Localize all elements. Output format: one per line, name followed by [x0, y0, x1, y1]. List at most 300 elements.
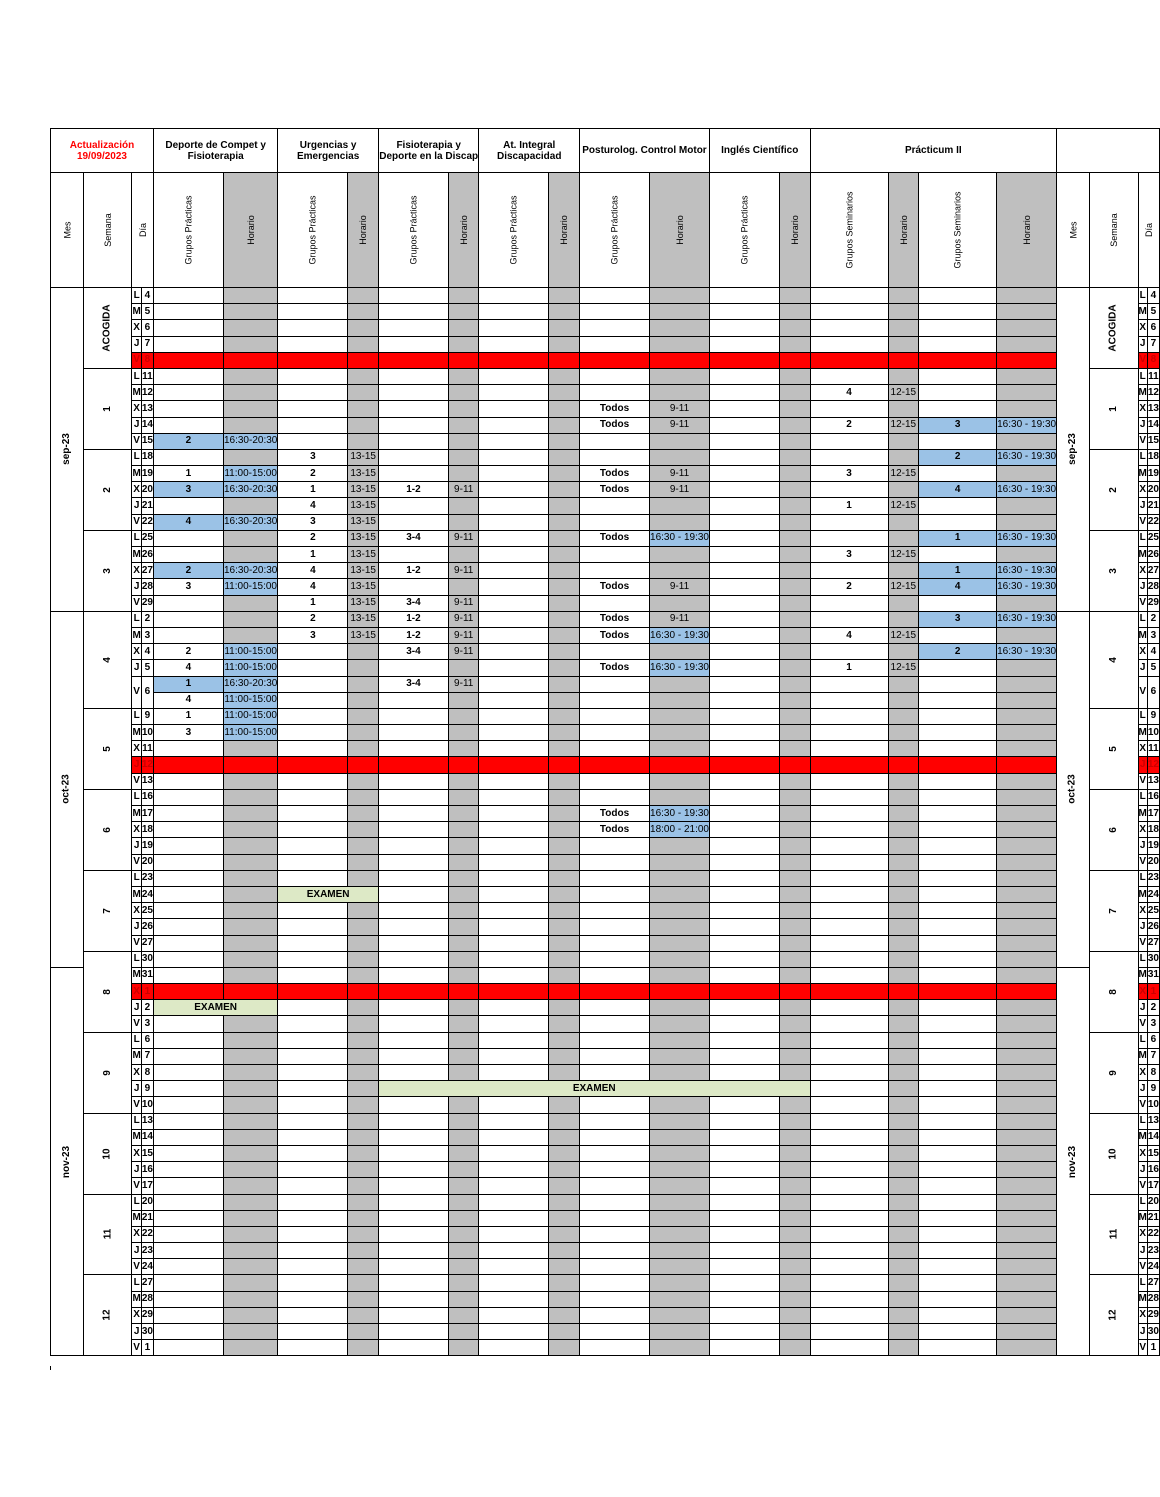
group-cell [479, 660, 549, 676]
table-left-border-tail [50, 1366, 51, 1370]
day-number-right: 2 [1147, 611, 1159, 627]
group-cell [278, 1065, 348, 1081]
group-cell [378, 789, 448, 805]
group-cell [580, 449, 650, 465]
schedule-hours-cell [780, 1340, 811, 1356]
schedule-hours-cell: 16:30 - 19:30 [997, 482, 1057, 498]
schedule-hours-cell [780, 870, 811, 886]
schedule-hours-cell [997, 336, 1057, 352]
day-number-right: 21 [1147, 498, 1159, 514]
weekday: V [132, 773, 141, 789]
schedule-hours-cell [348, 1129, 379, 1145]
day-number: 13 [141, 773, 153, 789]
group-cell [580, 838, 650, 854]
schedule-hours-cell [448, 1162, 479, 1178]
schedule-hours-cell [348, 757, 379, 773]
schedule-hours-cell [780, 903, 811, 919]
day-number-right: 23 [1147, 1243, 1159, 1259]
table-row [51, 676, 1160, 692]
weekday: M [132, 1048, 141, 1064]
table-row [51, 498, 1160, 514]
group-cell [919, 401, 997, 417]
group-cell [378, 1324, 448, 1340]
schedule-hours-cell [997, 660, 1057, 676]
group-cell: 3 [810, 547, 888, 563]
schedule-hours-cell [997, 1324, 1057, 1340]
schedule-hours-cell [223, 288, 277, 304]
day-number-right: 20 [1147, 854, 1159, 870]
weekday-right: M [1138, 725, 1147, 741]
schedule-hours-cell [549, 676, 580, 692]
schedule-hours-cell [780, 466, 811, 482]
schedule-hours-cell [549, 498, 580, 514]
group-cell [378, 1000, 448, 1016]
weekday: J [132, 1162, 141, 1178]
group-cell: Todos [580, 627, 650, 643]
day-number: 15 [141, 1145, 153, 1161]
group-cell [278, 806, 348, 822]
group-cell: Todos [580, 482, 650, 498]
schedule-hours-cell: 9-11 [448, 611, 479, 627]
day-number: 23 [141, 870, 153, 886]
schedule-hours-cell [448, 870, 479, 886]
schedule-hours-cell [223, 547, 277, 563]
group-cell [709, 482, 779, 498]
weekday: M [132, 806, 141, 822]
schedule-hours-cell [448, 660, 479, 676]
schedule-hours-cell: 13-15 [348, 482, 379, 498]
schedule-hours-cell [650, 1275, 710, 1291]
group-cell [919, 1113, 997, 1129]
schedule-hours-cell [549, 417, 580, 433]
schedule-hours-cell [997, 919, 1057, 935]
week-label-right [1090, 1113, 1138, 1194]
day-number: 8 [141, 352, 153, 368]
day-number: 16 [141, 1162, 153, 1178]
weekday: M [132, 304, 141, 320]
group-cell [709, 789, 779, 805]
weekday: J [132, 1000, 141, 1016]
weekday: J [132, 1324, 141, 1340]
col-header-grupos-seminarios [810, 173, 888, 288]
table-row [51, 401, 1160, 417]
schedule-hours-cell [448, 935, 479, 951]
group-cell [378, 320, 448, 336]
weekday: J [132, 417, 141, 433]
week-label [84, 530, 132, 611]
schedule-hours-cell [448, 1178, 479, 1194]
group-cell: 2 [153, 563, 223, 579]
weekday: X [132, 563, 141, 579]
weekday: V [132, 433, 141, 449]
group-cell [709, 514, 779, 530]
group-cell [580, 547, 650, 563]
group-cell [810, 1048, 888, 1064]
schedule-hours-cell [223, 1178, 277, 1194]
weekday-right: V [1138, 595, 1147, 611]
rotated-label: 5 [1107, 746, 1119, 752]
schedule-hours-cell [888, 530, 919, 546]
group-cell: 1 [153, 708, 223, 724]
schedule-hours-cell [549, 1032, 580, 1048]
weekday: M [132, 466, 141, 482]
schedule-hours-cell [650, 757, 710, 773]
group-cell [919, 822, 997, 838]
group-cell [278, 336, 348, 352]
group-cell: 1 [919, 563, 997, 579]
group-cell [919, 1162, 997, 1178]
schedule-hours-cell [448, 1226, 479, 1242]
group-cell [919, 1275, 997, 1291]
group-cell [580, 1065, 650, 1081]
rotated-label: oct-23 [61, 774, 73, 805]
table-row [51, 935, 1160, 951]
weekday-right: M [1138, 1210, 1147, 1226]
group-cell [153, 903, 223, 919]
table-row [51, 725, 1160, 741]
group-cell [378, 433, 448, 449]
group-cell [810, 838, 888, 854]
schedule-hours-cell: 13-15 [348, 547, 379, 563]
weekday: V [132, 1097, 141, 1113]
group-cell: Todos [580, 611, 650, 627]
group-cell [709, 725, 779, 741]
table-row [51, 1145, 1160, 1161]
table-row [51, 886, 1160, 902]
schedule-hours-cell: 12-15 [888, 627, 919, 643]
group-cell [810, 725, 888, 741]
schedule-hours-cell: 16:30 - 19:30 [997, 644, 1057, 660]
schedule-hours-cell [888, 514, 919, 530]
rotated-label: Grupos Seminarios [844, 191, 855, 269]
schedule-hours-cell [997, 870, 1057, 886]
weekday: V [132, 1259, 141, 1275]
group-cell [810, 1243, 888, 1259]
table-row [51, 854, 1160, 870]
schedule-hours-cell [549, 1291, 580, 1307]
week-label [84, 368, 132, 449]
schedule-hours-cell [549, 919, 580, 935]
schedule-hours-cell [448, 806, 479, 822]
schedule-hours-cell [549, 336, 580, 352]
day-number: 30 [141, 1324, 153, 1340]
weekday: L [132, 368, 141, 384]
group-cell [479, 1307, 549, 1323]
schedule-hours-cell [997, 1032, 1057, 1048]
schedule-hours-cell: 16:30 - 19:30 [997, 563, 1057, 579]
group-cell [919, 1194, 997, 1210]
weekday-right: X [1138, 644, 1147, 660]
group-cell [709, 417, 779, 433]
group-cell [919, 1000, 997, 1016]
group-cell [378, 417, 448, 433]
table-row [51, 368, 1160, 384]
schedule-hours-cell [780, 547, 811, 563]
day-number: 19 [141, 466, 153, 482]
subject-header: Prácticum II [810, 129, 1057, 173]
col-header-grupos-practicas [278, 173, 348, 288]
schedule-hours-cell [223, 870, 277, 886]
group-cell [709, 1065, 779, 1081]
schedule-hours-cell: 9-11 [448, 676, 479, 692]
group-cell: 3 [278, 514, 348, 530]
group-cell [479, 1340, 549, 1356]
schedule-hours-cell [448, 1275, 479, 1291]
group-cell: 2 [810, 579, 888, 595]
rotated-label: 7 [1107, 907, 1119, 914]
group-cell [479, 595, 549, 611]
schedule-hours-cell: 13-15 [348, 611, 379, 627]
group-cell [709, 320, 779, 336]
group-cell [278, 854, 348, 870]
schedule-hours-cell: 16:30 - 19:30 [997, 579, 1057, 595]
schedule-hours-cell [888, 368, 919, 384]
schedule-hours-cell [348, 984, 379, 1000]
group-cell [278, 773, 348, 789]
day-number: 9 [141, 1081, 153, 1097]
schedule-hours-cell: 13-15 [348, 514, 379, 530]
group-cell [709, 984, 779, 1000]
schedule-hours-cell [888, 336, 919, 352]
rotated-label: Grupos Prácticas [408, 195, 419, 265]
schedule-hours-cell [223, 741, 277, 757]
weekday-right: V [1138, 773, 1147, 789]
weekday-right: M [1138, 886, 1147, 902]
group-cell [479, 1048, 549, 1064]
schedule-hours-cell [348, 644, 379, 660]
schedule-hours-cell [348, 773, 379, 789]
group-cell [153, 368, 223, 384]
group-cell [153, 1243, 223, 1259]
group-cell [580, 644, 650, 660]
group-cell [378, 854, 448, 870]
day-number-right: 24 [1147, 886, 1159, 902]
weekday-right: X [1138, 1307, 1147, 1323]
weekday-right: V [1138, 1016, 1147, 1032]
schedule-hours-cell [650, 1210, 710, 1226]
group-cell [479, 1113, 549, 1129]
schedule-hours-cell [780, 838, 811, 854]
schedule-hours-cell [780, 401, 811, 417]
schedule-hours-cell [348, 1032, 379, 1048]
schedule-hours-cell [223, 935, 277, 951]
schedule-hours-cell [997, 401, 1057, 417]
group-cell: 4 [278, 563, 348, 579]
schedule-hours-cell [549, 773, 580, 789]
group-cell [153, 385, 223, 401]
day-number-right: 3 [1147, 627, 1159, 643]
schedule-hours-cell: 11:00-15:00 [223, 579, 277, 595]
weekday-right: L [1138, 951, 1147, 967]
schedule-hours-cell [448, 1243, 479, 1259]
schedule-hours-cell [997, 433, 1057, 449]
group-cell [153, 417, 223, 433]
group-cell [278, 967, 348, 983]
day-number: 6 [141, 1032, 153, 1048]
weekday: V [132, 854, 141, 870]
schedule-hours-cell [223, 401, 277, 417]
schedule-hours-cell [549, 563, 580, 579]
schedule-hours-cell [888, 806, 919, 822]
table-row [51, 1243, 1160, 1259]
group-cell: 2 [919, 644, 997, 660]
schedule-hours-cell: 12-15 [888, 660, 919, 676]
group-cell [479, 806, 549, 822]
schedule-hours-cell [549, 595, 580, 611]
week-label-right [1090, 530, 1138, 611]
schedule-hours-cell [348, 433, 379, 449]
group-cell [810, 951, 888, 967]
group-cell [479, 1097, 549, 1113]
schedule-hours-cell: 12-15 [888, 385, 919, 401]
day-number: 29 [141, 595, 153, 611]
group-cell [479, 1226, 549, 1242]
group-cell [810, 644, 888, 660]
group-cell [919, 1032, 997, 1048]
schedule-hours-cell [348, 1048, 379, 1064]
schedule-hours-cell [650, 352, 710, 368]
day-number-right: 8 [1147, 352, 1159, 368]
schedule-hours-cell [888, 304, 919, 320]
schedule-hours-cell [448, 1194, 479, 1210]
group-cell [479, 417, 549, 433]
group-cell [580, 352, 650, 368]
weekday-right: L [1138, 530, 1147, 546]
schedule-hours-cell [650, 1340, 710, 1356]
rotated-label: Grupos Prácticas [183, 195, 194, 265]
group-cell [378, 1340, 448, 1356]
group-cell [919, 1291, 997, 1307]
schedule-hours-cell [888, 1048, 919, 1064]
group-cell [919, 1210, 997, 1226]
table-row [51, 304, 1160, 320]
weekday: V [132, 1178, 141, 1194]
group-cell [810, 1307, 888, 1323]
day-number: 30 [141, 951, 153, 967]
schedule-hours-cell [223, 320, 277, 336]
day-number-right: 15 [1147, 433, 1159, 449]
col-header-semana-right [1090, 173, 1138, 288]
schedule-hours-cell [888, 1340, 919, 1356]
schedule-hours-cell [997, 1129, 1057, 1145]
subject-header: Deporte de Compet y Fisioterapia [153, 129, 277, 173]
schedule-hours-cell [650, 385, 710, 401]
schedule-hours-cell [888, 773, 919, 789]
group-cell [580, 320, 650, 336]
group-cell [919, 870, 997, 886]
schedule-hours-cell [997, 352, 1057, 368]
group-cell [479, 854, 549, 870]
schedule-hours-cell [997, 1307, 1057, 1323]
weekday-right: V [1138, 935, 1147, 951]
rotated-label: Horario [458, 215, 469, 245]
day-number: 20 [141, 482, 153, 498]
group-cell [378, 1275, 448, 1291]
group-cell [378, 984, 448, 1000]
schedule-hours-cell [650, 708, 710, 724]
group-cell [153, 854, 223, 870]
group-cell [580, 789, 650, 805]
weekday-right: M [1138, 304, 1147, 320]
schedule-hours-cell [650, 725, 710, 741]
schedule-hours-cell [448, 1129, 479, 1145]
weekday: V [132, 1340, 141, 1356]
day-number: 19 [141, 838, 153, 854]
table-row [51, 838, 1160, 854]
group-cell [153, 1259, 223, 1275]
schedule-hours-cell [223, 1226, 277, 1242]
week-label [84, 951, 132, 1032]
schedule-hours-cell [780, 498, 811, 514]
weekday-right: L [1138, 611, 1147, 627]
group-cell [919, 1065, 997, 1081]
schedule-hours-cell [348, 692, 379, 708]
group-cell [378, 1162, 448, 1178]
schedule-hours-cell [549, 1243, 580, 1259]
schedule-hours-cell [888, 482, 919, 498]
day-number: 18 [141, 822, 153, 838]
group-cell [709, 1210, 779, 1226]
schedule-hours-cell [448, 789, 479, 805]
group-cell [709, 336, 779, 352]
day-number-right: 2 [1147, 1000, 1159, 1016]
day-number-right: 12 [1147, 385, 1159, 401]
group-cell [479, 368, 549, 384]
weekday-right: L [1138, 368, 1147, 384]
schedule-hours-cell [888, 595, 919, 611]
group-cell [278, 822, 348, 838]
schedule-hours-cell [888, 611, 919, 627]
weekday: X [132, 822, 141, 838]
group-cell [709, 498, 779, 514]
col-header-grupos-seminarios [919, 173, 997, 288]
group-cell [709, 903, 779, 919]
schedule-hours-cell [223, 757, 277, 773]
schedule-hours-cell [650, 368, 710, 384]
col-header-mes [51, 173, 84, 288]
day-number: 21 [141, 1210, 153, 1226]
schedule-hours-cell [780, 1048, 811, 1064]
table-row [51, 1226, 1160, 1242]
weekday: V [132, 676, 141, 708]
schedule-hours-cell [888, 886, 919, 902]
schedule-hours-cell [549, 611, 580, 627]
rotated-label: Horario [1021, 215, 1032, 245]
schedule-hours-cell [448, 725, 479, 741]
group-cell [709, 385, 779, 401]
rotated-label: Día [137, 222, 148, 238]
rotated-label: 10 [1107, 1147, 1119, 1160]
schedule-hours-cell [780, 1000, 811, 1016]
weekday-right: X [1138, 903, 1147, 919]
weekday: L [132, 288, 141, 304]
table-row [51, 1048, 1160, 1064]
schedule-hours-cell [888, 1178, 919, 1194]
rotated-label: ACOGIDA [1107, 304, 1119, 352]
rotated-label: Grupos Seminarios [952, 191, 963, 269]
schedule-hours-cell [780, 288, 811, 304]
group-cell [919, 757, 997, 773]
schedule-hours-cell [348, 1145, 379, 1161]
schedule-hours-cell [997, 806, 1057, 822]
group-cell [278, 401, 348, 417]
group-cell [278, 676, 348, 692]
group-cell [278, 433, 348, 449]
day-number: 11 [141, 741, 153, 757]
table-row [51, 611, 1160, 627]
day-number-right: 7 [1147, 1048, 1159, 1064]
schedule-hours-cell [650, 514, 710, 530]
